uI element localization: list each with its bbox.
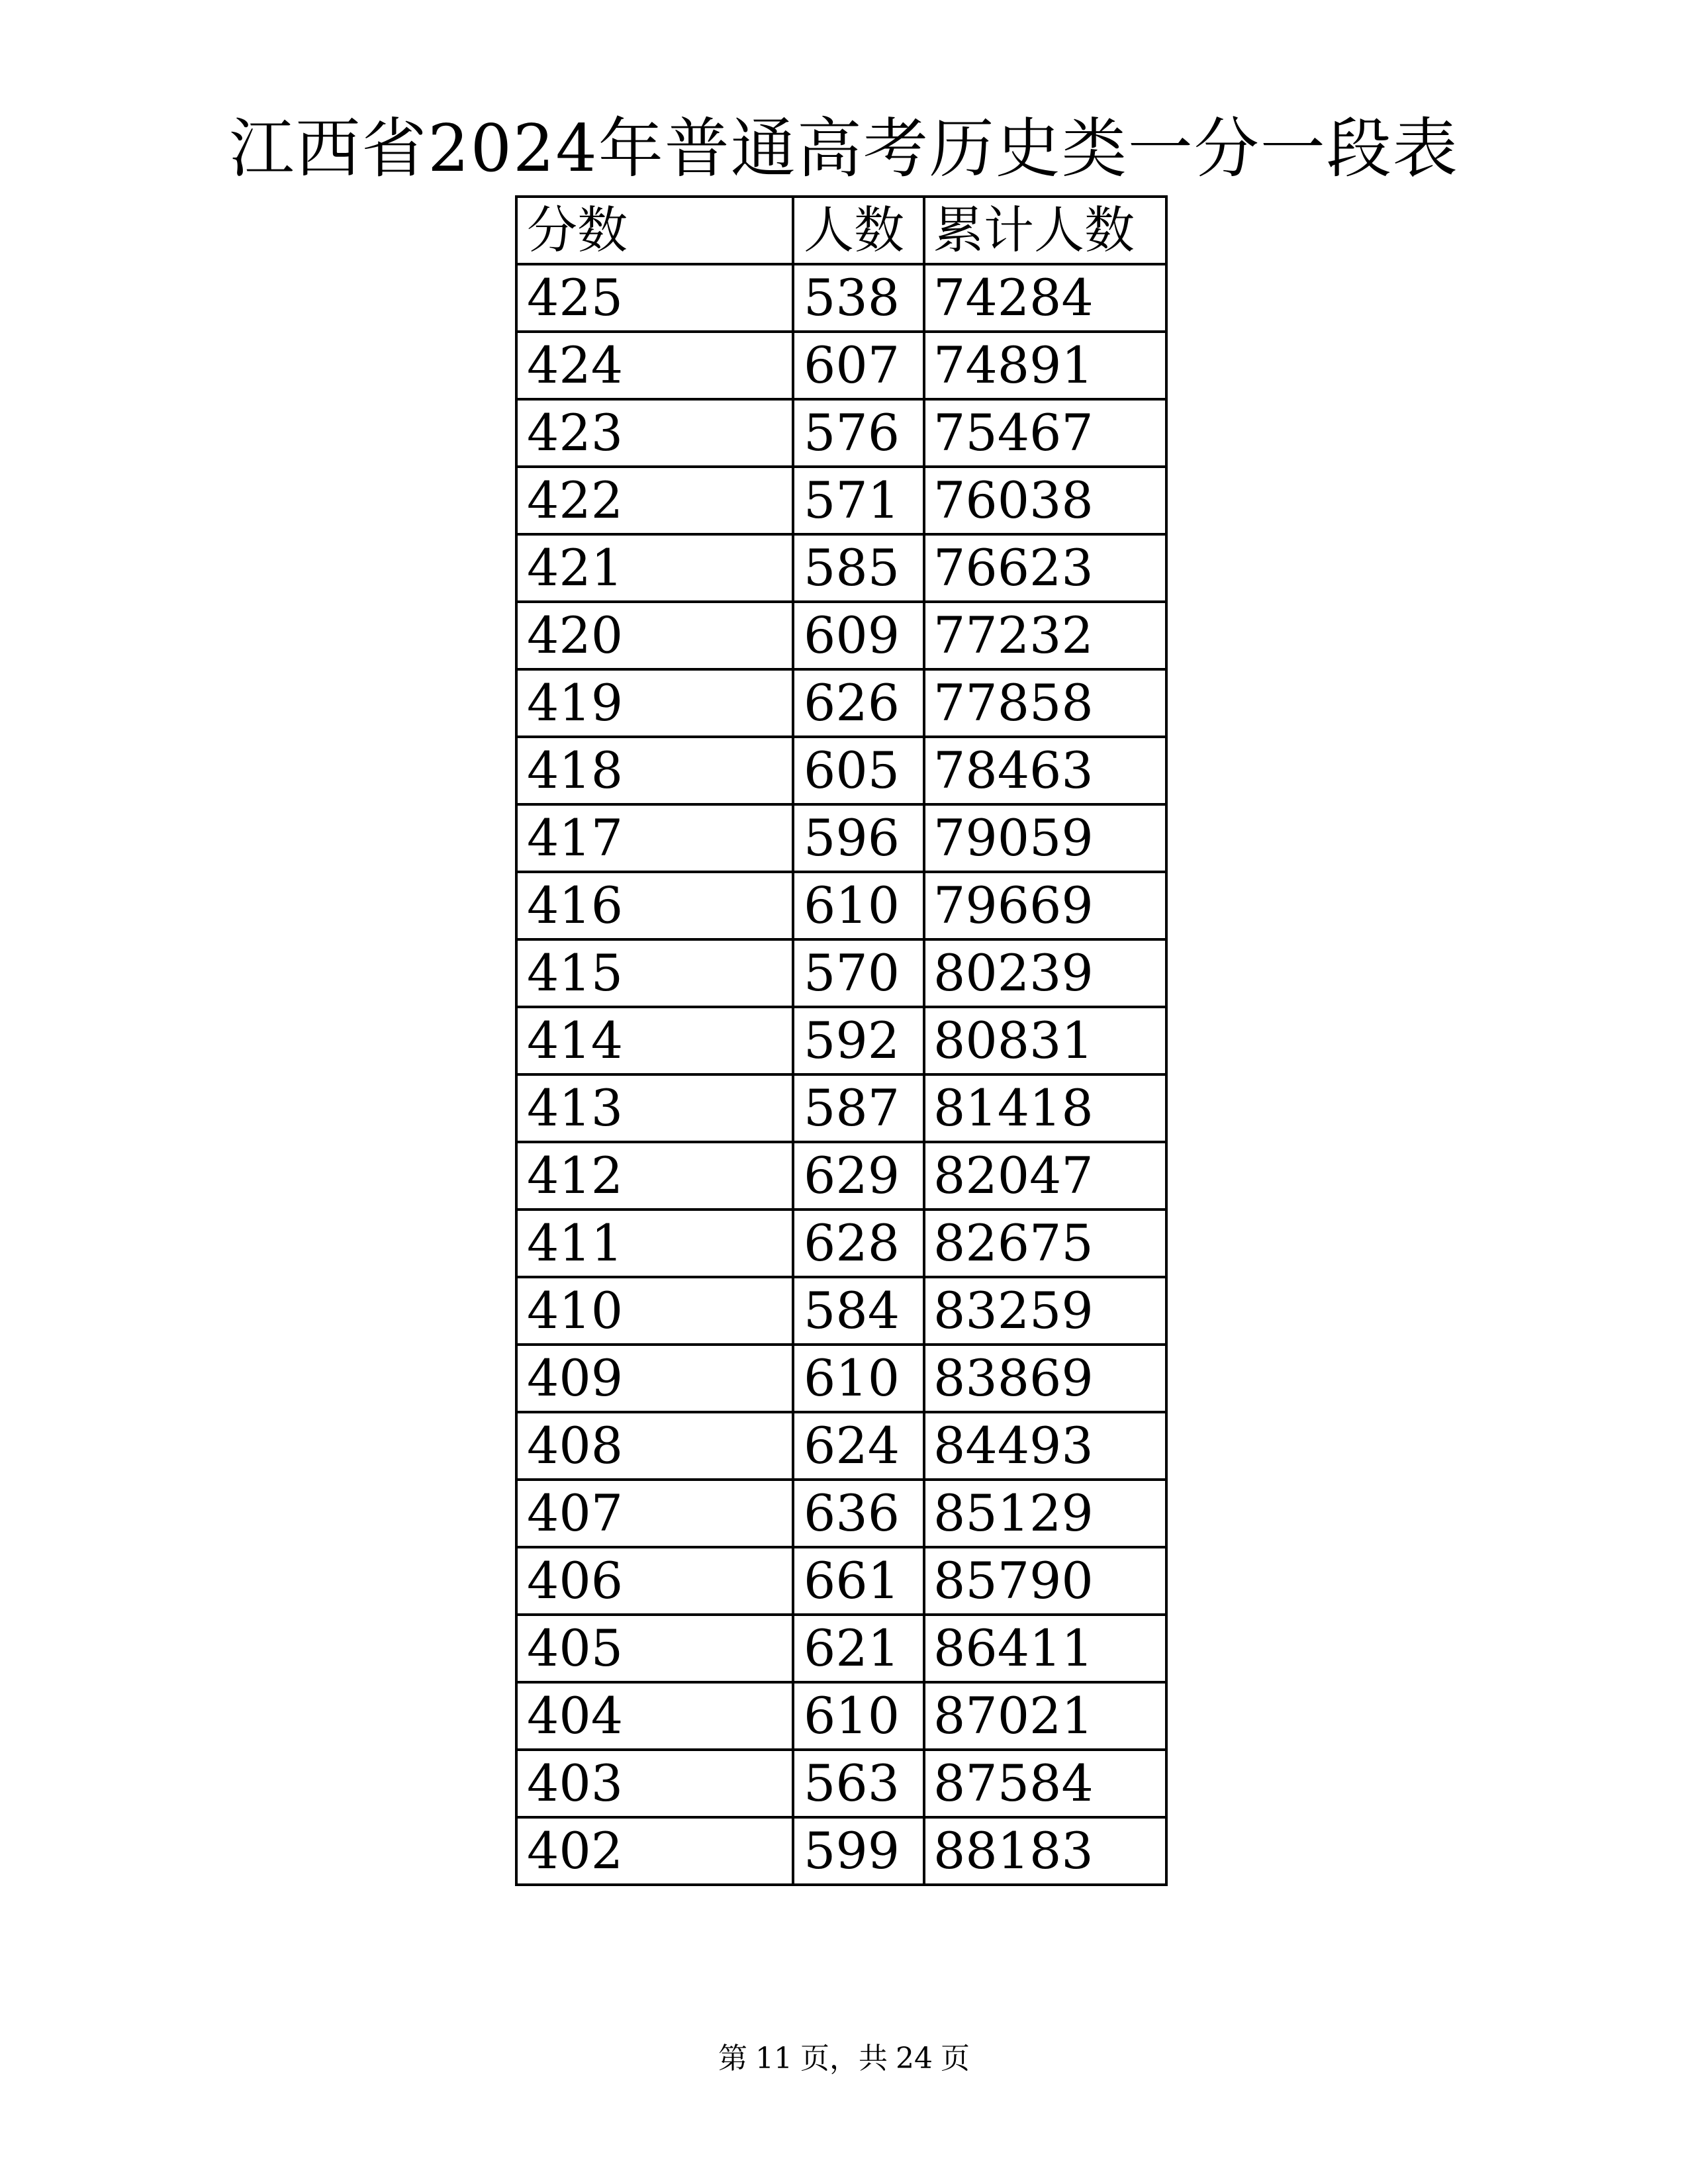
- page-footer: [0, 2039, 1688, 2079]
- count-cell: 599: [793, 1817, 924, 1885]
- table-row: [516, 939, 1166, 1007]
- score-cell: 423: [516, 399, 793, 467]
- cumulative-cell: 82047: [924, 1142, 1166, 1210]
- cumulative-cell: 79669: [924, 872, 1166, 939]
- cumulative-cell: 74891: [924, 332, 1166, 399]
- cumulative-cell: 79059: [924, 804, 1166, 872]
- score-cell: 417: [516, 804, 793, 872]
- table-row: [516, 1345, 1166, 1412]
- footer-mid: 页，共: [800, 2042, 888, 2075]
- count-cell: 605: [793, 737, 924, 804]
- count-cell: 585: [793, 534, 924, 602]
- table-row: [516, 1480, 1166, 1547]
- cumulative-cell: 85790: [924, 1547, 1166, 1615]
- cumulative-cell: 80831: [924, 1007, 1166, 1074]
- score-cell: 416: [516, 872, 793, 939]
- count-cell: 610: [793, 1682, 924, 1750]
- table-row: [516, 669, 1166, 737]
- table-row: [516, 534, 1166, 602]
- header-count: 人数: [793, 197, 924, 264]
- table-row: [516, 1074, 1166, 1142]
- table-row: [516, 602, 1166, 669]
- count-cell: 592: [793, 1007, 924, 1074]
- cumulative-cell: 87021: [924, 1682, 1166, 1750]
- score-cell: 420: [516, 602, 793, 669]
- score-cell: 421: [516, 534, 793, 602]
- score-cell: 419: [516, 669, 793, 737]
- score-cell: 402: [516, 1817, 793, 1885]
- count-cell: 636: [793, 1480, 924, 1547]
- cumulative-cell: 77232: [924, 602, 1166, 669]
- cumulative-cell: 85129: [924, 1480, 1166, 1547]
- cumulative-cell: 76038: [924, 467, 1166, 534]
- cumulative-cell: 80239: [924, 939, 1166, 1007]
- table-row: [516, 264, 1166, 332]
- count-cell: 596: [793, 804, 924, 872]
- count-cell: 576: [793, 399, 924, 467]
- count-cell: 661: [793, 1547, 924, 1615]
- count-cell: 610: [793, 872, 924, 939]
- count-cell: 609: [793, 602, 924, 669]
- cumulative-cell: 83869: [924, 1345, 1166, 1412]
- cumulative-cell: 75467: [924, 399, 1166, 467]
- score-cell: 418: [516, 737, 793, 804]
- score-cell: 404: [516, 1682, 793, 1750]
- count-cell: 607: [793, 332, 924, 399]
- table-row: [516, 1277, 1166, 1345]
- score-cell: 405: [516, 1615, 793, 1682]
- score-distribution-table: [515, 195, 1168, 1886]
- count-cell: 621: [793, 1615, 924, 1682]
- score-cell: 414: [516, 1007, 793, 1074]
- score-cell: 410: [516, 1277, 793, 1345]
- count-cell: 587: [793, 1074, 924, 1142]
- score-cell: 407: [516, 1480, 793, 1547]
- table-row: [516, 1142, 1166, 1210]
- score-cell: 415: [516, 939, 793, 1007]
- table-body: [516, 197, 1166, 1885]
- table-header-row: [516, 197, 1166, 264]
- score-cell: 412: [516, 1142, 793, 1210]
- table-row: [516, 1007, 1166, 1074]
- cumulative-cell: 76623: [924, 534, 1166, 602]
- count-cell: 563: [793, 1750, 924, 1817]
- count-cell: 626: [793, 669, 924, 737]
- cumulative-cell: 77858: [924, 669, 1166, 737]
- footer-current-page: 11: [755, 2042, 792, 2075]
- table-row: [516, 1210, 1166, 1277]
- count-cell: 570: [793, 939, 924, 1007]
- count-cell: 624: [793, 1412, 924, 1480]
- score-cell: 411: [516, 1210, 793, 1277]
- table-row: [516, 737, 1166, 804]
- cumulative-cell: 87584: [924, 1750, 1166, 1817]
- score-cell: 408: [516, 1412, 793, 1480]
- cumulative-cell: 82675: [924, 1210, 1166, 1277]
- page-title: 江西省2024年普通高考历史类一分一段表: [229, 111, 1459, 187]
- count-cell: 584: [793, 1277, 924, 1345]
- score-cell: 409: [516, 1345, 793, 1412]
- cumulative-cell: 83259: [924, 1277, 1166, 1345]
- header-cumulative: 累计人数: [924, 197, 1166, 264]
- count-cell: 629: [793, 1142, 924, 1210]
- cumulative-cell: 81418: [924, 1074, 1166, 1142]
- score-cell: 424: [516, 332, 793, 399]
- score-cell: 406: [516, 1547, 793, 1615]
- table-row: [516, 1682, 1166, 1750]
- table-row: [516, 804, 1166, 872]
- table-row: [516, 1817, 1166, 1885]
- count-cell: 628: [793, 1210, 924, 1277]
- table-row: [516, 1615, 1166, 1682]
- count-cell: 571: [793, 467, 924, 534]
- count-cell: 538: [793, 264, 924, 332]
- cumulative-cell: 86411: [924, 1615, 1166, 1682]
- header-score: 分数: [516, 197, 793, 264]
- cumulative-cell: 84493: [924, 1412, 1166, 1480]
- score-cell: 403: [516, 1750, 793, 1817]
- table-row: [516, 399, 1166, 467]
- footer-prefix: 第: [718, 2042, 747, 2075]
- table-row: [516, 1412, 1166, 1480]
- count-cell: 610: [793, 1345, 924, 1412]
- table-row: [516, 1547, 1166, 1615]
- score-cell: 422: [516, 467, 793, 534]
- score-cell: 413: [516, 1074, 793, 1142]
- table-row: [516, 332, 1166, 399]
- table-row: [516, 1750, 1166, 1817]
- cumulative-cell: 78463: [924, 737, 1166, 804]
- footer-suffix: 页: [941, 2042, 970, 2075]
- footer-total-pages: 24: [896, 2042, 933, 2075]
- table-row: [516, 467, 1166, 534]
- cumulative-cell: 88183: [924, 1817, 1166, 1885]
- score-cell: 425: [516, 264, 793, 332]
- cumulative-cell: 74284: [924, 264, 1166, 332]
- table-row: [516, 872, 1166, 939]
